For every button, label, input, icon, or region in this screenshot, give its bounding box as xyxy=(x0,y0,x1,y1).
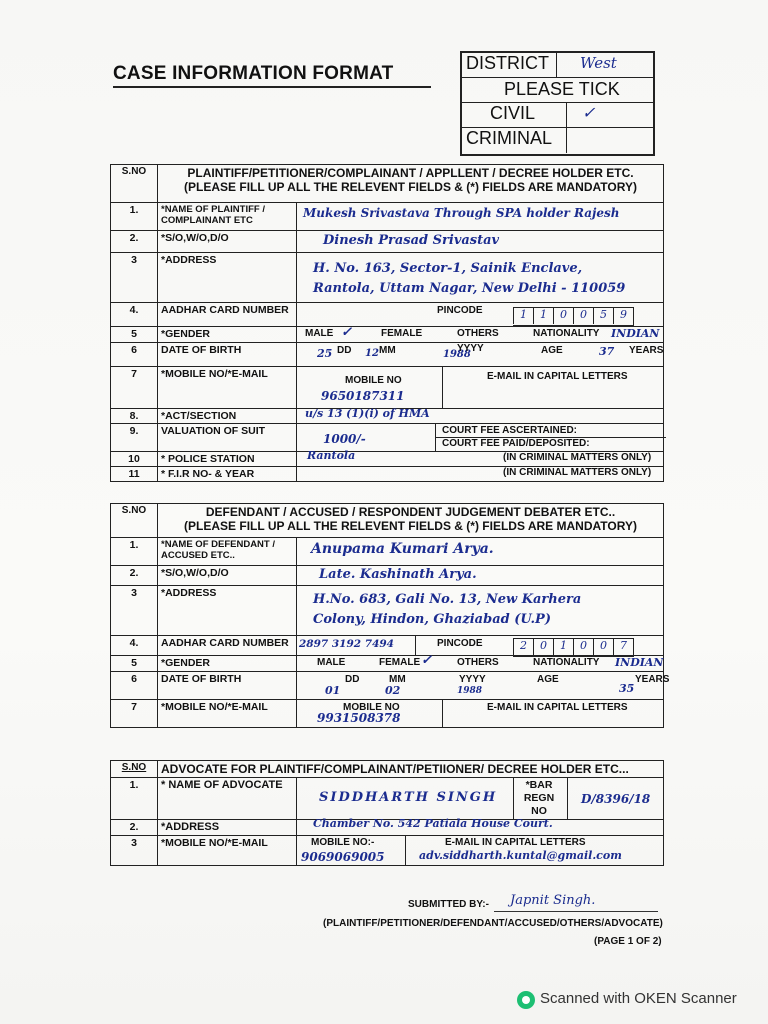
field-label: *MOBILE NO/*E-MAIL xyxy=(158,367,297,409)
civil-row xyxy=(462,103,653,128)
dob-day-value: 25 xyxy=(317,347,333,360)
pincode-digit: 5 xyxy=(593,308,613,324)
divider xyxy=(567,778,568,820)
defendant-heading xyxy=(158,504,664,538)
pincode-digit: 0 xyxy=(593,639,613,655)
email-value: adv.siddharth.kuntal@gmail.com xyxy=(419,849,622,862)
row-number: 3 xyxy=(111,836,158,866)
email-label: E-MAIL IN CAPITAL LETTERS xyxy=(487,702,628,713)
row-number: 4. xyxy=(111,636,158,656)
advocate-name-field[interactable] xyxy=(297,778,664,820)
scanner-brand: Scanned with OKEN Scanner xyxy=(540,990,737,1007)
plaintiff-name-field[interactable] xyxy=(297,203,664,231)
district-row xyxy=(462,53,653,78)
sno-header: S.NO xyxy=(111,504,158,538)
row-number: 1. xyxy=(111,778,158,820)
mobile-value: 9650187311 xyxy=(321,389,405,403)
female-tick: ✓ xyxy=(421,653,432,668)
plaintiff-gender-field[interactable] xyxy=(297,327,664,343)
pincode-digit: 7 xyxy=(613,639,633,655)
plaintiff-table xyxy=(110,164,664,482)
row-number: 11 xyxy=(111,467,158,482)
field-label: *MOBILE NO/*E-MAIL xyxy=(158,836,297,866)
row-number: 3 xyxy=(111,586,158,636)
pincode-digit: 2 xyxy=(513,639,533,655)
others-option[interactable]: OTHERS xyxy=(457,328,499,339)
please-tick-label: PLEASE TICK xyxy=(504,79,620,99)
defendant-aadhar-value: 2897 3192 7494 xyxy=(299,638,394,650)
pincode-digit: 0 xyxy=(573,639,593,655)
pincode-digit: 0 xyxy=(573,308,593,324)
pincode-label: PINCODE xyxy=(437,638,483,649)
yyyy-label: YYYY xyxy=(459,674,486,685)
age-value: 37 xyxy=(599,345,615,358)
mobile-label: MOBILE NO:- xyxy=(311,837,375,848)
years-label: YEARS xyxy=(629,345,664,356)
defendant-dob-field[interactable] xyxy=(297,672,670,700)
field-label: *ACT/SECTION xyxy=(158,409,297,424)
mm-label: MM xyxy=(389,674,406,685)
scanner-logo-icon xyxy=(517,991,535,1009)
row-number: 2. xyxy=(111,566,158,586)
field-label: *NAME OF DEFENDANT / ACCUSED ETC.. xyxy=(158,538,297,566)
defendant-name-value: Anupama Kumari Arya. xyxy=(311,541,494,557)
valuation-value: 1000/- xyxy=(323,432,366,446)
row-number: 1. xyxy=(111,203,158,231)
pincode-digit: 1 xyxy=(513,308,533,324)
row-number: 1. xyxy=(111,538,158,566)
advocate-table xyxy=(110,760,664,866)
plaintiff-heading-line2: (PLEASE FILL UP ALL THE RELEVENT FIELDS & (*) FIELDS ARE MANDATORY) xyxy=(184,180,637,194)
years-label: YEARS xyxy=(635,674,670,685)
divider xyxy=(405,836,406,866)
plaintiff-valuation-field[interactable] xyxy=(297,424,664,452)
defendant-table xyxy=(110,503,670,728)
advocate-address-field[interactable] xyxy=(297,817,664,836)
advocate-address-value: Chamber No. 542 Patiala House Court. xyxy=(313,817,553,830)
nationality-value: INDIAN xyxy=(615,656,664,669)
male-option[interactable]: MALE xyxy=(305,328,334,339)
advocate-name-value: SIDDHARTH SINGH xyxy=(319,790,498,805)
dob-year-value: 1988 xyxy=(457,686,483,696)
plaintiff-address-line2: Rantola, Uttam Nagar, New Delhi - 110059 xyxy=(313,281,626,296)
nationality-label: NATIONALITY xyxy=(533,328,600,339)
mobile-value: 9069069005 xyxy=(301,850,385,864)
field-label: * F.I.R NO- & YEAR xyxy=(158,467,297,482)
defendant-heading-line2: (PLEASE FILL UP ALL THE RELEVENT FIELDS & (*) FIELDS ARE MANDATORY) xyxy=(184,519,637,533)
age-label: AGE xyxy=(541,345,563,356)
criminal-note: (IN CRIMINAL MATTERS ONLY) xyxy=(503,452,652,463)
signature-line xyxy=(494,911,658,912)
field-label: *ADDRESS xyxy=(158,820,297,836)
fee-ascertained-label: COURT FEE ASCERTAINED: xyxy=(442,425,577,436)
field-label: *GENDER xyxy=(158,656,297,672)
criminal-label: CRIMINAL xyxy=(466,128,553,148)
plaintiff-pincode-boxes[interactable] xyxy=(513,307,634,326)
nationality-value: INDIAN xyxy=(611,327,660,340)
title-underline xyxy=(113,86,431,88)
field-label: VALUATION OF SUIT xyxy=(158,424,297,452)
act-value: u/s 13 (1)(i) of HMA xyxy=(305,407,430,420)
defendant-heading-line1: DEFENDANT / ACCUSED / RESPONDENT JUDGEMENT DEBATER ETC.. xyxy=(205,505,616,519)
male-option[interactable]: MALE xyxy=(317,657,346,668)
plaintiff-relation-value: Dinesh Prasad Srivastav xyxy=(323,233,500,248)
age-value: 35 xyxy=(619,682,635,695)
email-label: E-MAIL IN CAPITAL LETTERS xyxy=(445,837,586,848)
plaintiff-address-field[interactable] xyxy=(297,253,664,303)
field-label: *NAME OF PLAINTIFF / COMPLAINANT ETC xyxy=(158,203,297,231)
field-label: AADHAR CARD NUMBER xyxy=(158,636,297,656)
field-label: DATE OF BIRTH xyxy=(158,672,297,700)
pincode-digit: 1 xyxy=(553,639,573,655)
pincode-digit: 1 xyxy=(533,308,553,324)
divider xyxy=(513,778,514,820)
sno-header: S.NO xyxy=(111,761,158,778)
fee-paid-label: COURT FEE PAID/DEPOSITED: xyxy=(442,438,590,449)
row-number: 6 xyxy=(111,672,158,700)
plaintiff-fir-field[interactable] xyxy=(297,467,664,482)
field-label: *ADDRESS xyxy=(158,253,297,303)
plaintiff-relation-field[interactable] xyxy=(297,231,664,253)
criminal-row xyxy=(462,128,653,152)
dob-year-value: 1988 xyxy=(443,349,471,360)
dd-label: DD xyxy=(345,674,360,685)
row-number: 2. xyxy=(111,820,158,836)
submitted-by-value: Japnit Singh. xyxy=(510,893,596,908)
mobile-value: 9931508378 xyxy=(317,711,401,725)
field-label: AADHAR CARD NUMBER xyxy=(158,303,297,327)
bar-regn-value: D/8396/18 xyxy=(581,792,651,806)
female-option[interactable]: FEMALE xyxy=(379,657,421,668)
divider xyxy=(435,424,436,452)
plaintiff-aadhar-field[interactable] xyxy=(297,303,664,327)
row-number: 7 xyxy=(111,700,158,728)
pincode-digit: 9 xyxy=(613,308,633,324)
field-label: * NAME OF ADVOCATE xyxy=(158,778,297,820)
dob-month-value: 12 xyxy=(365,348,379,359)
advocate-heading: ADVOCATE FOR PLAINTIFF/COMPLAINANT/PETIIONER/ DECREE HOLDER ETC... xyxy=(158,761,664,778)
dob-day-value: 01 xyxy=(325,684,341,697)
female-option[interactable]: FEMALE xyxy=(381,328,423,339)
row-number: 10 xyxy=(111,452,158,467)
sno-header: S.NO xyxy=(111,165,158,203)
dob-month-value: 02 xyxy=(385,684,401,697)
nationality-label: NATIONALITY xyxy=(533,657,600,668)
divider xyxy=(556,53,557,77)
plaintiff-act-field[interactable] xyxy=(297,409,664,424)
defendant-contact-field[interactable] xyxy=(297,700,664,728)
others-option[interactable]: OTHERS xyxy=(457,657,499,668)
submitter-roles: (PLAINTIFF/PETITIONER/DEFENDANT/ACCUSED/OTHERS/ADVOCATE) xyxy=(323,918,663,929)
plaintiff-name-value: Mukesh Srivastava Through SPA holder Rajesh xyxy=(303,206,620,220)
row-number: 8. xyxy=(111,409,158,424)
row-number: 2. xyxy=(111,231,158,253)
defendant-address-line2: Colony, Hindon, Ghaziabad (U.P) xyxy=(313,612,551,627)
divider xyxy=(442,367,443,409)
page-title: CASE INFORMATION FORMAT xyxy=(113,63,394,84)
criminal-note: (IN CRIMINAL MATTERS ONLY) xyxy=(503,467,652,478)
plaintiff-dob-field[interactable] xyxy=(297,343,664,367)
row-number: 9. xyxy=(111,424,158,452)
row-number: 4. xyxy=(111,303,158,327)
mobile-label: MOBILE NO xyxy=(345,375,402,386)
pincode-digit: 0 xyxy=(553,308,573,324)
civil-label: CIVIL xyxy=(490,103,536,123)
mm-label: MM xyxy=(379,345,396,356)
defendant-address-field[interactable] xyxy=(297,586,664,636)
mobile-label: MOBILE NO xyxy=(343,702,400,713)
please-tick-row xyxy=(462,78,653,103)
plaintiff-police-field[interactable] xyxy=(297,449,664,467)
plaintiff-address-line1: H. No. 163, Sector-1, Sainik Enclave, xyxy=(313,261,583,276)
field-label: *S/O,W/O,D/O xyxy=(158,566,297,586)
page-number: (PAGE 1 OF 2) xyxy=(594,936,662,947)
pincode-label: PINCODE xyxy=(437,305,483,316)
field-label: *MOBILE NO/*E-MAIL xyxy=(158,700,297,728)
dd-label: DD xyxy=(337,345,352,356)
field-label: *S/O,W/O,D/O xyxy=(158,231,297,253)
district-label: DISTRICT xyxy=(466,53,549,73)
defendant-aadhar-field[interactable] xyxy=(297,636,664,656)
divider xyxy=(442,700,443,728)
plaintiff-heading xyxy=(158,165,664,203)
row-number: 6 xyxy=(111,343,158,367)
district-value: West xyxy=(580,54,617,72)
defendant-pincode-boxes[interactable] xyxy=(513,638,634,657)
advocate-contact-field[interactable] xyxy=(297,836,664,866)
defendant-name-field[interactable] xyxy=(297,538,664,566)
yyyy-label: YYYY xyxy=(457,343,484,354)
age-label: AGE xyxy=(537,674,559,685)
divider xyxy=(415,636,416,656)
row-number: 5 xyxy=(111,656,158,672)
field-label: *ADDRESS xyxy=(158,586,297,636)
row-number: 5 xyxy=(111,327,158,343)
plaintiff-heading-line1: PLAINTIFF/PETITIONER/COMPLAINANT / APPLLENT / DECREE HOLDER ETC. xyxy=(187,166,634,180)
plaintiff-contact-field[interactable] xyxy=(297,367,664,409)
district-box xyxy=(460,51,655,156)
defendant-address-line1: H.No. 683, Gali No. 13, New Karhera xyxy=(313,592,582,607)
defendant-gender-field[interactable] xyxy=(297,653,664,672)
field-label: *GENDER xyxy=(158,327,297,343)
male-tick: ✓ xyxy=(341,325,352,340)
submitted-by-label: SUBMITTED BY:- xyxy=(408,899,489,910)
row-number: 7 xyxy=(111,367,158,409)
defendant-relation-value: Late. Kashinath Arya. xyxy=(319,567,477,582)
police-station-value: Rantola xyxy=(307,449,356,462)
field-label: DATE OF BIRTH xyxy=(158,343,297,367)
field-label: * POLICE STATION xyxy=(158,452,297,467)
defendant-relation-field[interactable] xyxy=(297,566,664,586)
civil-tick: ✓ xyxy=(582,103,596,122)
email-label: E-MAIL IN CAPITAL LETTERS xyxy=(487,371,628,382)
bar-regn-label: *BAR REGN NO xyxy=(523,779,555,817)
row-number: 3 xyxy=(111,253,158,303)
pincode-digit: 0 xyxy=(533,639,553,655)
